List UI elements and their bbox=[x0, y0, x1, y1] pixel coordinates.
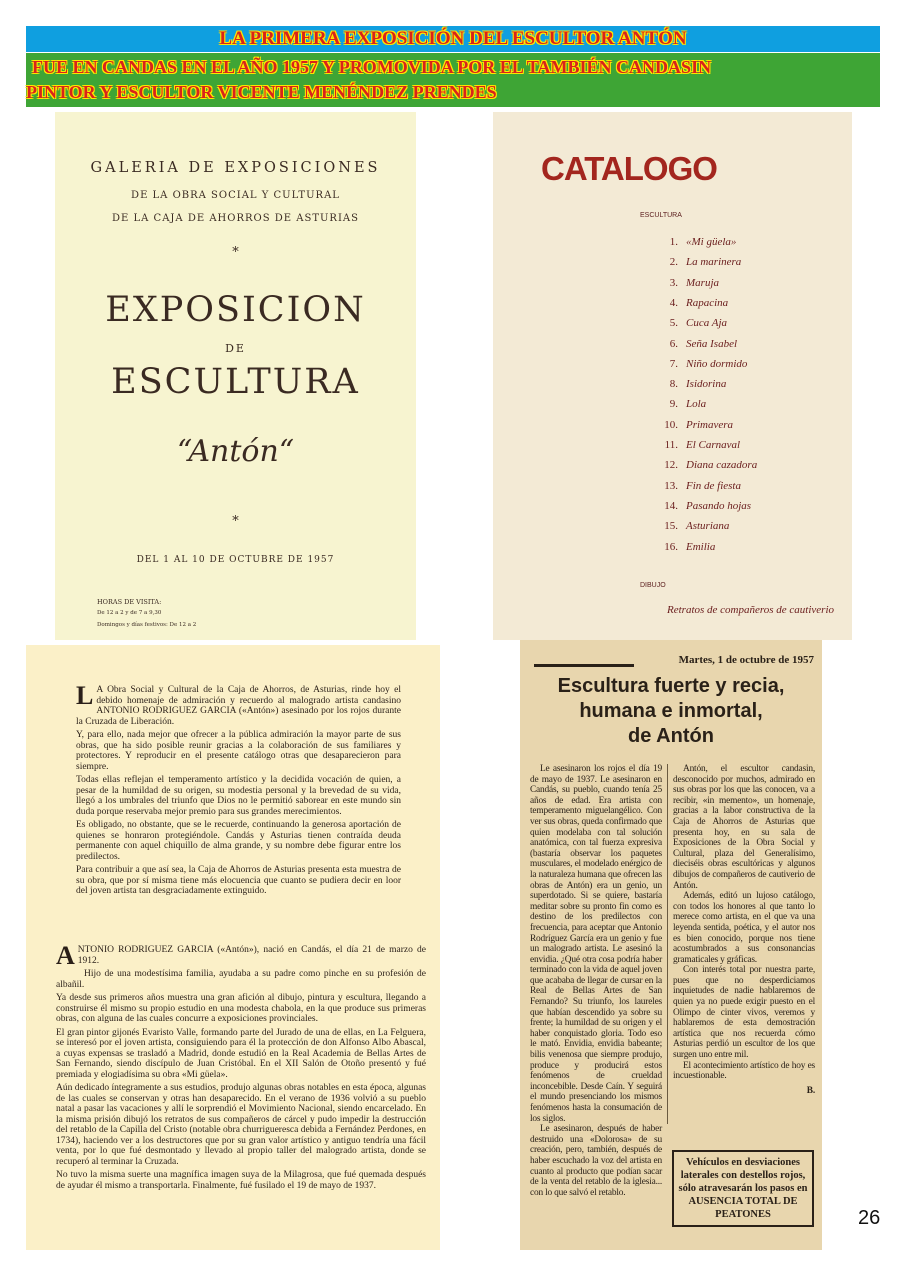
paragraph: Le asesinaron, después de haber destruido una «Dolorosa» de su creación, pero, también, después de haber escuchado la voz del artista en cuanto al producto que podían sacar de la venta del retablo de la iglesia... con lo que salvó el retablo. bbox=[530, 1124, 662, 1198]
item-number: 16. bbox=[664, 540, 678, 553]
paragraph: Hijo de una modestísima familia, ayudaba a su padre como pinche en su profesión de albañil. bbox=[56, 969, 426, 990]
paragraph: El gran pintor gijonés Evaristo Valle, formando parte del Jurado de una de ellas, en La Felguera, se interesó por el joven artista, consiguiendo para él la protección de don Alfonso Albo Abascal, a cuyas expensas se trasladó a Madrid, donde estudió en la Real Academia de Bellas Artes de San Fernando, siendo discípulo de Juan Cristóbal. En el XII Salón de Otoño presentó y fué premiada y elogiadísima su obra «Mi güela». bbox=[56, 1027, 426, 1080]
paragraph: Es obligado, no obstante, que se le recuerde, continuando la generosa aportación de quienes se honraron protegiéndole. Candás y Asturias tienen contraída deuda permanente con aquel chiquillo de alma grande, y su nombre debe figurar entre los predilectos. bbox=[76, 820, 401, 862]
catalog-item bbox=[643, 277, 719, 289]
biography-text bbox=[56, 941, 426, 1194]
drawing-section-label: DIBUJO bbox=[640, 582, 666, 589]
item-title: Asturiana bbox=[686, 520, 730, 533]
news-column-2 bbox=[673, 764, 815, 1096]
star-ornament-2: * bbox=[232, 514, 239, 529]
item-title: Emilia bbox=[686, 540, 716, 553]
paragraph: El acontecimiento artístico de hoy es incuestionable. bbox=[673, 1060, 815, 1082]
subtitle-banner bbox=[26, 53, 880, 107]
item-number: 10. bbox=[664, 418, 678, 431]
item-number: 7. bbox=[669, 357, 678, 370]
tribute-text bbox=[76, 681, 401, 900]
paragraph: Y, para ello, nada mejor que ofrecer a la pública admiración la mayor parte de sus obras, que ha sido posible reunir gracias a la colaboración de sus familiares y protectores. Y reproducir en el presente catálogo otras que desaparecieron para siempre. bbox=[76, 730, 401, 772]
headline-line: de Antón bbox=[628, 725, 714, 747]
item-title: Rapacina bbox=[686, 296, 729, 309]
catalog-page bbox=[493, 112, 852, 640]
newspaper-clipping bbox=[520, 640, 822, 1250]
paragraph: Además, editó un lujoso catálogo, con todos los honores al que tanto lo merece como artista, en el que va una leyenda sentida, poética, y el autor nos es bien conocido, porque nos tiene acostumbrados a sus consonancias gramaticales y gráficas. bbox=[673, 891, 815, 965]
catalog-item bbox=[643, 500, 751, 512]
catalog-item bbox=[643, 398, 706, 410]
paragraph: Antón, el escultor candasin, desconocido por muchos, admirado en sus obras por los que las conocen, va a recibir, «in memento», un homenaje, gracias a la labor constructiva de la Caja de Ahorros de Asturias que presenta hoy, en su sala de Exposiciones de la Obra Social y Cultural, plaza del Generalísimo, dieciséis obras escultóricas y algunos dibujos de compañeros de cautiverio de Antón. bbox=[673, 764, 815, 891]
item-number: 11. bbox=[664, 439, 678, 451]
item-number: 13. bbox=[664, 479, 678, 492]
catalog-item bbox=[643, 520, 729, 532]
paragraph: NTONIO RODRIGUEZ GARCIA («Antón»), nació en Candás, el día 21 de marzo de 1912. bbox=[77, 945, 426, 966]
sculpture-section-label: ESCULTURA bbox=[640, 212, 682, 219]
item-number: 5. bbox=[669, 317, 678, 330]
paragraph: Le asesinaron los rojos el día 19 de mayo de 1937. Le asesinaron en Candás, su pueblo, cuando tenía 25 años de edad. Era artista con temperamento miguelangélico. Con ver sus obras, queda confirmado que quien modelaba con tal solución anatómica, con tal fuerza expresiva (bastaría observar los paquetes musculares, el modelado enérgico de la naturaleza humana que ofrecen las obras de Antón) era un genio, un superdotado. Si se quiere, bastaría meditar sobre su pronto fin como es destino de los predilectos con frecuencia, para aceptar que Antonio Rodríguez García era un genio y fue un malogrado artista. Le asesinó la envidia. ¿Qué otra cosa podría haber terminado con la vida de aquel joven que acababa de llegar de cursar en la Real de Bellas Artes de San Fernando? Su triunfo, los laureles que habían descendido ya sobre su frente; la humildad de su origen y el haber conquistado gloria. Todo eso le mató. Envidia, envidia babeante; bilis venenosa que siempre produjo, produce y producirá estos fenómenos de crueldad inconcebible. Desde Caín. Y seguirá el mundo presenciando los mismos fenómenos hasta la consumación de los siglos. bbox=[530, 764, 662, 1124]
hours-weekday: De 12 a 2 y de 7 a 9,30 bbox=[97, 610, 162, 616]
catalog-title: CATALOGO bbox=[541, 150, 717, 187]
item-title: Fin de fiesta bbox=[686, 479, 741, 492]
item-number: 9. bbox=[669, 398, 678, 411]
author-initial: B. bbox=[806, 1085, 815, 1096]
rule bbox=[534, 664, 634, 667]
headline-line: Escultura fuerte y recia, bbox=[557, 675, 785, 697]
page-title: LA PRIMERA EXPOSICIÓN DEL ESCULTOR ANTÓN bbox=[219, 28, 687, 49]
catalog-item bbox=[643, 297, 728, 309]
catalog-item bbox=[643, 419, 733, 431]
catalog-item bbox=[643, 541, 715, 553]
catalog-item bbox=[643, 480, 741, 492]
cover-title-1: EXPOSICION bbox=[105, 290, 366, 330]
item-title: El Carnaval bbox=[686, 439, 741, 451]
catalog-item bbox=[643, 358, 747, 370]
item-title: «Mi güela» bbox=[686, 236, 737, 248]
subtitle-line-1: FUE EN CANDAS EN EL AÑO 1957 Y PROMOVIDA POR EL TAMBIÉN CANDASIN bbox=[32, 57, 712, 77]
catalog-introduction bbox=[26, 645, 440, 1250]
column-divider bbox=[667, 764, 668, 1124]
exhibition-cover bbox=[55, 112, 416, 640]
item-title: Seña Isabel bbox=[686, 337, 738, 350]
item-title: Lola bbox=[686, 398, 707, 411]
cover-line-3: DE LA CAJA DE AHORROS DE ASTURIAS bbox=[112, 213, 359, 224]
star-ornament: * bbox=[232, 245, 239, 260]
item-title: Niño dormido bbox=[686, 357, 748, 370]
catalog-item bbox=[643, 378, 726, 390]
item-number: 2. bbox=[669, 256, 678, 269]
hours-holiday: Domingos y días festivos: De 12 a 2 bbox=[97, 622, 197, 628]
paragraph: Aún dedicado íntegramente a sus estudios, produjo algunas obras notables en esta época, algunas de las cuales se conservan y otras han desaparecido. En el verano de 1936 volvió a su pueblo natal a pasar las vacaciones y allí le sorprendió el Movimiento Nacional, siendo encarcelado. En la misma prisión dibujó los retratos de sus compañeros de cárcel y pudo impedir la destrucción del retablo de la Capilla del Cristo (notable obra churrigueresca debida a Fernández Perdones, en 1734), haciendo ver a los destructores que por su gran valor artístico y antiguo tendría una fácil venta, por lo que fué desmontado y llevado al propio taller del malogrado artista, donde se recuperó al terminar la Cruzada. bbox=[56, 1083, 426, 1167]
title-banner bbox=[26, 26, 880, 52]
cover-line-2: DE LA OBRA SOCIAL Y CULTURAL bbox=[131, 190, 340, 201]
item-title: Pasando hojas bbox=[686, 499, 752, 512]
item-number: 15. bbox=[664, 520, 678, 533]
page-number: 26 bbox=[858, 1207, 881, 1229]
item-title: Cuca Aja bbox=[686, 317, 728, 330]
exhibition-dates: DEL 1 AL 10 DE OCTUBRE DE 1957 bbox=[136, 555, 335, 565]
news-headline bbox=[520, 674, 822, 749]
gallery-heading: GALERIA DE EXPOSICIONES bbox=[90, 160, 381, 176]
drawing-item: Retratos de compañeros de cautiverio bbox=[667, 604, 834, 616]
subtitle-line-2: PINTOR Y ESCULTOR VICENTE MENÉNDEZ PRENDES bbox=[26, 82, 497, 102]
item-title: Isidorina bbox=[686, 378, 727, 391]
paragraph: Para contribuir a que así sea, la Caja de Ahorros de Asturias presenta esta muestra de su obra, que por sí misma tiene más elocuencia que cuanto se pudiera decir en loor del joven artista tan desgraciadamente extinguido. bbox=[76, 865, 401, 896]
drop-cap: L bbox=[76, 681, 94, 710]
traffic-notice-box: Vehículos en desviaciones laterales con destellos rojos, sólo atravesarán los pasos en AUSENCIA TOTAL DE PEATONES bbox=[672, 1150, 814, 1227]
item-title: Diana cazadora bbox=[686, 459, 758, 472]
item-number: 12. bbox=[664, 459, 678, 472]
item-title: La marinera bbox=[686, 256, 742, 269]
item-number: 6. bbox=[669, 337, 678, 350]
item-number: 1. bbox=[669, 236, 678, 248]
paragraph: Con interés total por nuestra parte, pues que no desperdiciamos inquietudes de nadie hablaremos de quien ya no puede exigir puesto en el Olimpo de cinter vivos, veremos y hablaremos de esta demostración artística que nos recuerda cómo Asturias perdió un escultor de los que surgen uno entre mil. bbox=[673, 965, 815, 1061]
headline-line: humana e inmortal, bbox=[579, 700, 763, 722]
catalog-item bbox=[643, 236, 736, 248]
artist-name: “Antón“ bbox=[176, 434, 295, 469]
item-number: 8. bbox=[669, 378, 678, 391]
item-number: 14. bbox=[664, 499, 678, 512]
catalog-item bbox=[643, 317, 727, 329]
paragraph: Todas ellas reflejan el temperamento artístico y la decidida vocación de quien, a pesar de la humildad de su origen, su modestia personal y la brevedad de su vida, llegó a los umbrales del triunfo que Dios no le permitió saborear en este mundo sin duda porque reservaba mejor premio para sus grandes merecimientos. bbox=[76, 775, 401, 817]
catalog-item bbox=[643, 439, 740, 451]
paragraph: No tuvo la misma suerte una magnífica imagen suya de la Milagrosa, que fué quemada después de ayudar él mismo a transportarla. Finalmente, fué fusilado el 19 de mayo de 1937. bbox=[56, 1170, 426, 1191]
paragraph: A Obra Social y Cultural de la Caja de Ahorros, de Asturias, rinde hoy el debido homenaje de admiración y recuerdo al malogrado artista candasino ANTONIO RODRIGUEZ GARCIA («Antón») asesinado por los rojos durante la Cruzada de Liberación. bbox=[76, 685, 401, 727]
catalog-item bbox=[643, 256, 741, 268]
drop-cap: A bbox=[56, 941, 75, 970]
catalog-item bbox=[643, 459, 757, 471]
item-number: 3. bbox=[669, 276, 678, 289]
cover-title-2: ESCULTURA bbox=[111, 362, 360, 402]
news-date: Martes, 1 de octubre de 1957 bbox=[678, 654, 814, 666]
hours-label: HORAS DE VISITA: bbox=[97, 598, 162, 606]
paragraph: Ya desde sus primeros años muestra una gran afición al dibujo, pintura y escultura, llegando a construirse él mismo su propio estudio en una modesta chabola, en la que produce sus primeras obras, con alguna de las cuales concurre a exposiciones provinciales. bbox=[56, 993, 426, 1024]
item-title: Primavera bbox=[686, 418, 734, 431]
cover-de: DE bbox=[225, 342, 246, 355]
item-title: Maruja bbox=[686, 276, 719, 289]
item-number: 4. bbox=[669, 296, 678, 309]
news-column-1 bbox=[530, 764, 662, 1198]
catalog-item bbox=[643, 338, 737, 350]
